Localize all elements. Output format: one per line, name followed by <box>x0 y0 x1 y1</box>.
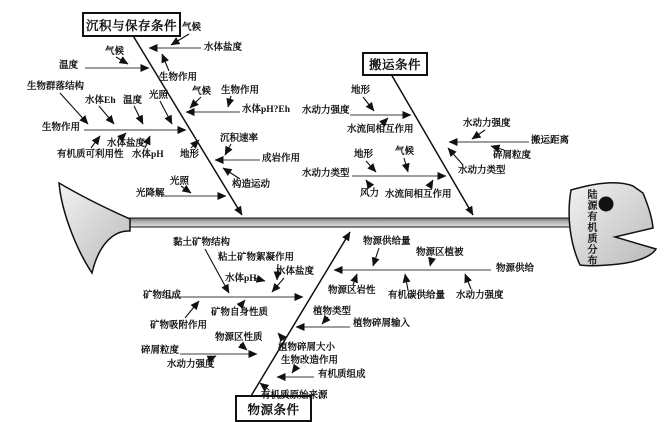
factor-hydro-type: 水动力类型 <box>458 166 506 176</box>
factor-climate: 气候 <box>105 47 125 57</box>
factor-debris-size: 碎屑粒度 <box>493 151 532 161</box>
factor-organic-origin: 有机质原始来源 <box>261 391 328 401</box>
fish-head-label: 陆源有机质分布 <box>585 189 596 266</box>
factor-clay-flocculation: 粘土矿物絮凝作用 <box>218 253 295 263</box>
factor-hydro-strength: 水动力强度 <box>302 106 350 116</box>
factor-terrain: 地形 <box>351 86 371 96</box>
factor-bio-action: 生物作用 <box>221 86 260 96</box>
factor-climate: 气候 <box>182 23 202 33</box>
factor-terrain: 地形 <box>180 150 200 160</box>
factor-supply-amount: 物源供给量 <box>363 237 411 247</box>
factor-light: 光照 <box>149 91 169 101</box>
factor-climate: 气候 <box>395 147 415 157</box>
factor-clay-mineral-structure: 黏土矿物结构 <box>173 238 231 248</box>
factor-water-ph: 水体pH <box>225 274 257 284</box>
factor-organic-availability: 有机质可利用性 <box>57 150 124 160</box>
factor-wind: 风力 <box>360 189 380 199</box>
factor-source-lithology: 物源区岩性 <box>328 286 376 296</box>
factor-water-salinity: 水体盐度 <box>107 139 146 149</box>
factor-hydro-type: 水动力类型 <box>302 169 350 179</box>
factor-light: 光照 <box>170 177 190 187</box>
fish-spine <box>128 218 572 227</box>
factor-arrows <box>60 34 504 390</box>
factor-plant-debris-input: 植物碎屑输入 <box>353 319 411 329</box>
factor-water-ph-eh: 水体pH?Eh <box>242 105 291 115</box>
factor-flow-interaction: 水流间相互作用 <box>385 190 452 200</box>
factor-mineral-self-property: 矿物自身性质 <box>211 308 269 318</box>
factor-diagenesis: 成岩作用 <box>262 154 301 164</box>
factor-climate: 气候 <box>192 87 212 97</box>
factor-bio-community: 生物群落结构 <box>27 82 85 92</box>
factor-photodegradation: 光降解 <box>136 189 165 199</box>
deposition-title: 沉积与保存条件 <box>85 18 177 33</box>
factor-mineral-adsorption: 矿物吸附作用 <box>150 321 208 331</box>
factor-bio-action: 生物作用 <box>42 123 81 133</box>
factor-mineral-composition: 矿物组成 <box>143 291 182 301</box>
factor-plant-debris-size: 植物碎屑大小 <box>278 343 336 353</box>
factor-water-eh: 水体Eh <box>85 96 116 106</box>
factor-debris-size: 碎屑粒度 <box>141 346 180 356</box>
factor-bio-action: 生物作用 <box>159 73 198 83</box>
factor-temperature: 温度 <box>123 96 143 106</box>
factor-hydro-strength: 水动力强度 <box>167 360 215 370</box>
factor-bio-modification: 生物改造作用 <box>281 356 339 366</box>
source-title: 物源条件 <box>247 402 300 417</box>
factor-temperature: 温度 <box>59 61 79 71</box>
factor-organic-composition: 有机质组成 <box>318 370 366 380</box>
factor-water-salinity: 水体盐度 <box>204 43 243 53</box>
factor-sedimentation-rate: 沉积速率 <box>220 134 259 144</box>
factor-terrain: 地形 <box>354 150 374 160</box>
factor-flow-interaction: 水流间相互作用 <box>347 125 414 135</box>
fish-head <box>569 183 656 266</box>
factor-source-supply: 物源供给 <box>496 264 535 274</box>
factor-water-ph: 水体pH <box>132 150 164 160</box>
fish-tail <box>59 183 130 273</box>
factor-hydro-strength: 水动力强度 <box>456 291 504 301</box>
factor-plant-type: 植物类型 <box>313 307 352 317</box>
factor-tectonic-movement: 构造运动 <box>232 180 271 190</box>
factor-organic-carbon-supply: 有机碳供给量 <box>388 291 446 301</box>
transport-condition-box <box>362 52 428 76</box>
fish-eye <box>599 197 614 212</box>
factor-source-vegetation: 物源区植被 <box>416 248 464 258</box>
transport-title: 搬运条件 <box>368 58 421 72</box>
factor-hydro-strength: 水动力强度 <box>463 119 511 129</box>
deposition-preservation-condition-box <box>82 12 181 37</box>
factor-source-area-property: 物源区性质 <box>215 333 263 343</box>
main-branch-lines <box>132 34 473 396</box>
factor-water-salinity: 水体盐度 <box>276 267 315 277</box>
factor-transport-distance: 搬运距离 <box>531 136 570 146</box>
